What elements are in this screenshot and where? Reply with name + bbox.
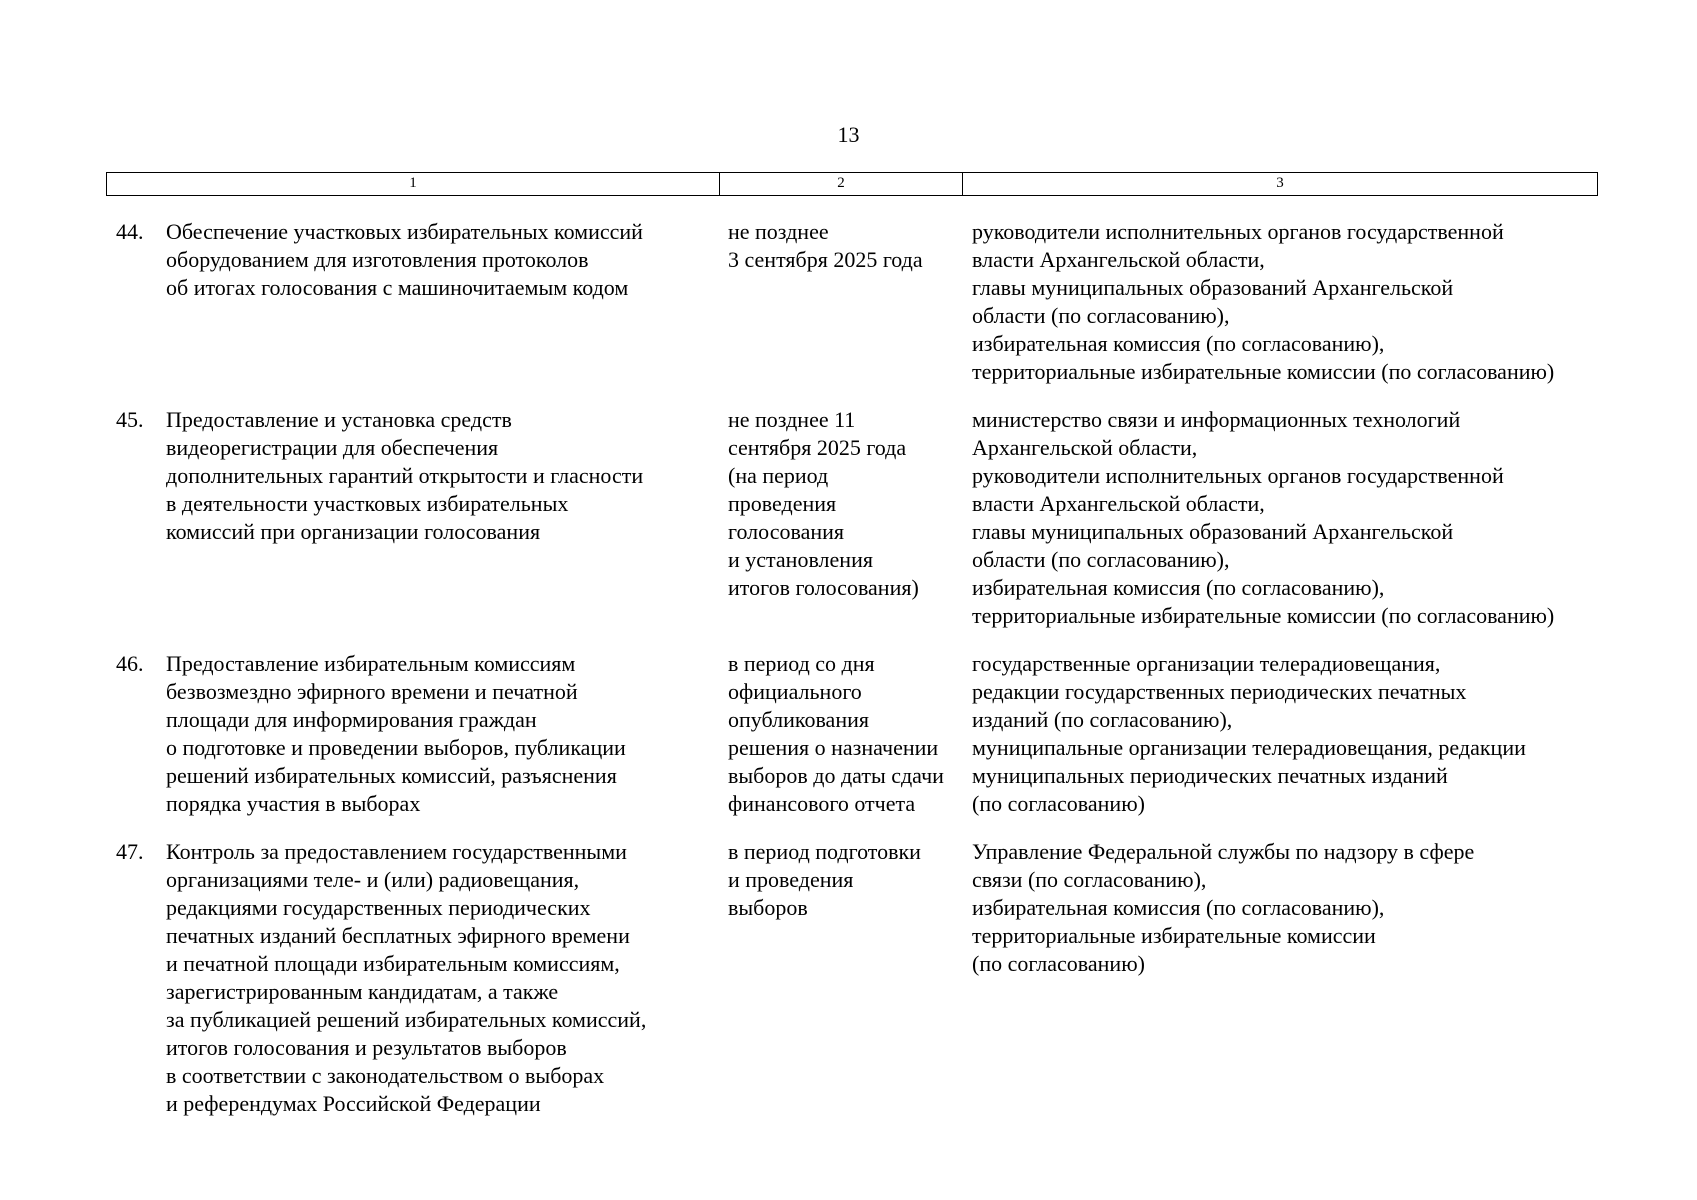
row-term-line: не позднее 11 (728, 407, 856, 432)
row-number: 45. (116, 407, 144, 432)
row-description-line: и референдумах Российской Федерации (166, 1091, 541, 1116)
row-description-line: Обеспечение участковых избирательных комиссий (166, 219, 643, 244)
row-description-line: об итогах голосования с машиночитаемым кодом (166, 275, 629, 300)
row-description-line: о подготовке и проведении выборов, публикации (166, 735, 626, 760)
row-description (166, 650, 728, 818)
row-description (166, 406, 728, 630)
page-number: 13 (837, 122, 860, 147)
row-responsible-line: территориальные избирательные комиссии (по согласованию) (972, 603, 1555, 628)
row-responsible-line: министерство связи и информационных технологий (972, 407, 1461, 432)
row-description-line: площади для информирования граждан (166, 707, 537, 732)
row-description-line: в соответствии с законодательством о выборах (166, 1063, 605, 1088)
row-responsible-line: редакции государственных периодических печатных (972, 679, 1467, 704)
row-term-line: выборов (728, 895, 808, 920)
table-row (106, 406, 1598, 630)
row-responsible-line: избирательная комиссия (по согласованию), (972, 895, 1385, 920)
row-term-line: проведения (728, 491, 837, 516)
row-term (728, 838, 972, 1118)
row-description-line: комиссий при организации голосования (166, 519, 541, 544)
row-responsible (972, 838, 1598, 1118)
row-description-line: организациями теле- и (или) радиовещания, (166, 867, 580, 892)
row-responsible (972, 406, 1598, 630)
row-term-line: голосования (728, 519, 845, 544)
row-description-line: решений избирательных комиссий, разъяснения (166, 763, 617, 788)
row-responsible-line: территориальные избирательные комиссии (972, 923, 1376, 948)
row-responsible-line: территориальные избирательные комиссии (по согласованию) (972, 359, 1555, 384)
row-responsible (972, 650, 1598, 818)
row-term-line: в период со дня (728, 651, 875, 676)
row-description (166, 218, 728, 386)
row-responsible-line: муниципальных периодических печатных изданий (972, 763, 1448, 788)
table-row (106, 838, 1598, 1118)
row-term (728, 218, 972, 386)
row-description-line: Предоставление и установка средств (166, 407, 512, 432)
column-header-3: 3 (962, 173, 1597, 195)
row-description-line: и печатной площади избирательным комиссиям, (166, 951, 620, 976)
row-term-line: финансового отчета (728, 791, 916, 816)
row-description-line: Контроль за предоставлением государственными (166, 839, 627, 864)
row-responsible-line: руководители исполнительных органов государственной (972, 219, 1504, 244)
row-term-line: и установления (728, 547, 873, 572)
table-row (106, 650, 1598, 818)
row-responsible-line: руководители исполнительных органов государственной (972, 463, 1504, 488)
row-responsible (972, 218, 1598, 386)
row-responsible-line: области (по согласованию), (972, 303, 1230, 328)
column-header-row (106, 172, 1598, 196)
row-term-line: (на период (728, 463, 829, 488)
row-number: 44. (116, 219, 144, 244)
row-description-line: редакциями государственных периодических (166, 895, 591, 920)
row-responsible-line: главы муниципальных образований Архангельской (972, 519, 1454, 544)
row-description-line: печатных изданий бесплатных эфирного времени (166, 923, 630, 948)
row-description-line: Предоставление избирательным комиссиям (166, 651, 576, 676)
row-description-line: зарегистрированным кандидатам, а также (166, 979, 559, 1004)
row-responsible-line: избирательная комиссия (по согласованию), (972, 575, 1385, 600)
row-term (728, 650, 972, 818)
row-responsible-line: власти Архангельской области, (972, 491, 1265, 516)
row-term (728, 406, 972, 630)
row-description-line: за публикацией решений избирательных комиссий, (166, 1007, 647, 1032)
row-responsible-line: Архангельской области, (972, 435, 1198, 460)
row-responsible-line: изданий (по согласованию), (972, 707, 1233, 732)
row-term-line: в период подготовки (728, 839, 921, 864)
row-description-line: видеорегистрации для обеспечения (166, 435, 499, 460)
column-header-1: 1 (409, 175, 417, 191)
row-term-line: официального (728, 679, 862, 704)
row-responsible-line: связи (по согласованию), (972, 867, 1207, 892)
row-term-line: выборов до даты сдачи (728, 763, 944, 788)
row-responsible-line: (по согласованию) (972, 951, 1145, 976)
row-description-line: итогов голосования и результатов выборов (166, 1035, 567, 1060)
row-term-line: не позднее (728, 219, 829, 244)
row-number: 47. (116, 839, 144, 864)
row-responsible-line: муниципальные организации телерадиовещания, редакции (972, 735, 1526, 760)
row-term-line: 3 сентября 2025 года (728, 247, 923, 272)
row-term-line: итогов голосования) (728, 575, 919, 600)
row-responsible-line: Управление Федеральной службы по надзору в сфере (972, 839, 1475, 864)
plan-table-body (106, 218, 1598, 1138)
row-description (166, 838, 728, 1118)
row-responsible-line: области (по согласованию), (972, 547, 1230, 572)
row-number: 46. (116, 651, 144, 676)
row-responsible-line: власти Архангельской области, (972, 247, 1265, 272)
row-description-line: порядка участия в выборах (166, 791, 421, 816)
row-description-line: в деятельности участковых избирательных (166, 491, 569, 516)
row-responsible-line: государственные организации телерадиовещания, (972, 651, 1441, 676)
row-description-line: дополнительных гарантий открытости и гласности (166, 463, 644, 488)
row-description-line: безвозмездно эфирного времени и печатной (166, 679, 578, 704)
row-responsible-line: избирательная комиссия (по согласованию), (972, 331, 1385, 356)
column-header-2: 2 (719, 173, 962, 195)
row-responsible-line: (по согласованию) (972, 791, 1145, 816)
row-term-line: и проведения (728, 867, 854, 892)
row-term-line: опубликования (728, 707, 869, 732)
row-term-line: решения о назначении (728, 735, 939, 760)
row-description-line: оборудованием для изготовления протоколов (166, 247, 589, 272)
row-responsible-line: главы муниципальных образований Архангельской (972, 275, 1454, 300)
table-row (106, 218, 1598, 386)
row-term-line: сентября 2025 года (728, 435, 907, 460)
